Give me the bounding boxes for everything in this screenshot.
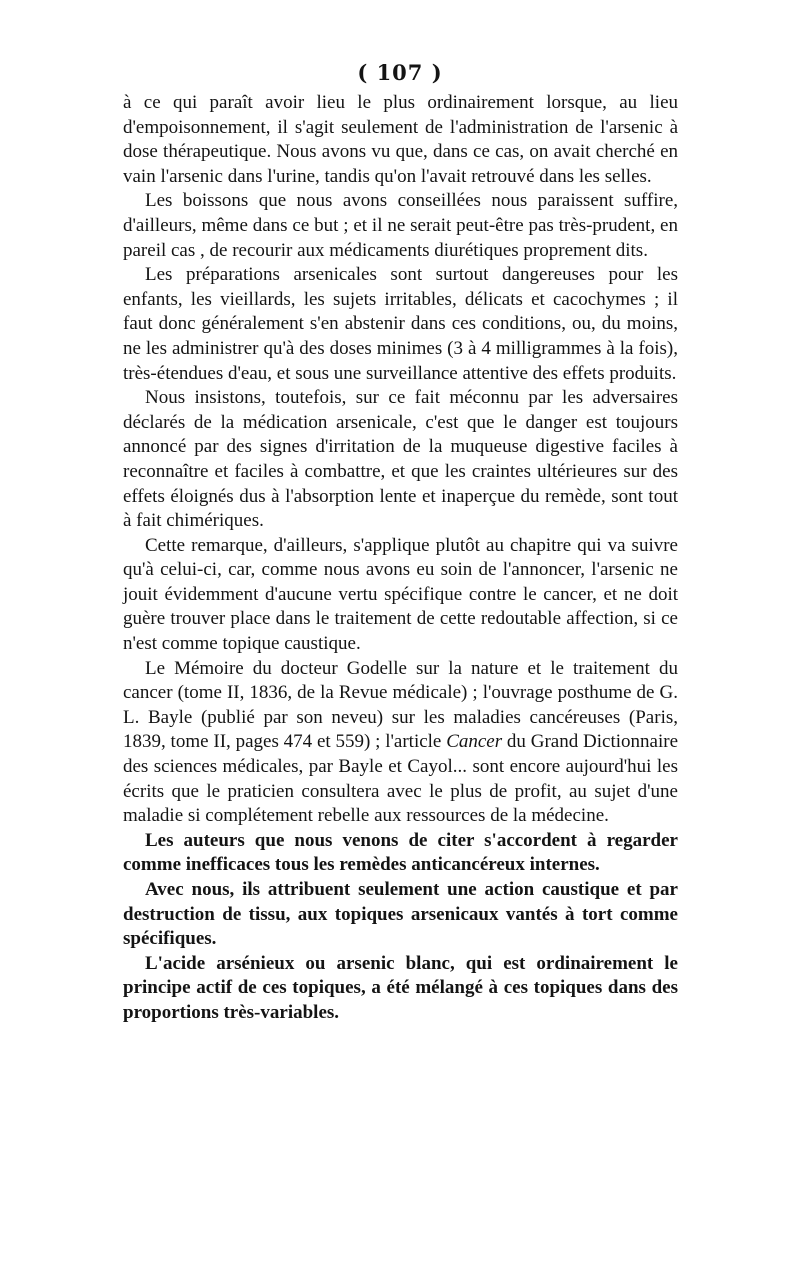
text-run: L'acide arsénieux ou arsenic blanc, qui est ordinairement le principe actif de ces topiques, a été mélangé à ces topiques dans des proportions très-variables. — [123, 952, 678, 1023]
italic-run: Cancer — [446, 731, 503, 753]
paragraph — [123, 189, 678, 263]
text-run: Le Mémoire du docteur Godelle sur la nature et le traitement du cancer (tome II, 1836, de la Revue médicale) ; l'ouvrage posthume de G. L. Bayle (publié par son neveu) sur les maladies cancéreuses (Paris, 1839, tome II, pages 474 et 559) ; l'article — [123, 657, 678, 753]
body-text — [123, 91, 678, 1026]
paragraph — [123, 534, 678, 657]
text-run: Les préparations arsenicales sont surtout dangereuses pour les enfants, les vieillards, les sujets irritables, délicats et cacochymes ; il faut donc généralement s'en abstenir dans ces conditions, ou, du moins, ne les administrer qu'à des doses minimes (3 à 4 milligrammes à la fois), très-étendues d'eau, et sous une surveillance attentive des effets produits. — [123, 264, 678, 384]
page-number: ( 107 ) — [357, 60, 443, 85]
paragraph — [123, 657, 678, 829]
text-run: Les auteurs que nous venons de citer s'accordent à regarder comme inefficaces tous les remèdes anticancéreux internes. — [123, 829, 678, 876]
text-run: Nous insistons, toutefois, sur ce fait méconnu par les adversaires déclarés de la médication arsenicale, c'est que le danger est toujours annoncé par des signes d'irritation de la muqueuse digestive faciles à reconnaître et faciles à combattre, et que les craintes ultérieures sur des effets éloignés dus à l'absorption lente et inaperçue du remède, sont tout à fait chimériques. — [123, 387, 678, 532]
paragraph — [123, 878, 678, 952]
text-run: Avec nous, ils attribuent seulement une action caustique et par destruction de tissu, aux topiques arsenicaux vantés à tort comme spécifiques. — [123, 879, 678, 950]
paragraph — [123, 263, 678, 386]
text-run: Cette remarque, d'ailleurs, s'applique plutôt au chapitre qui va suivre qu'à celui-ci, car, comme nous avons eu soin de l'annoncer, l'arsenic ne jouit évidemment d'aucune vertu spécifique contre le cancer, et ne doit guère trouver place dans le traitement de cette redoutable affection, si ce n'est comme topique caustique. — [123, 534, 678, 655]
paragraph — [123, 91, 678, 189]
paragraph — [123, 386, 678, 534]
text-run: à ce qui paraît avoir lieu le plus ordinairement lorsque, au lieu d'empoisonnement, il s'agit seulement de l'administration de l'arsenic à dose thérapeutique. Nous avons vu que, dans ce cas, on avait cherché en vain l'arsenic dans l'urine, tandis qu'on l'avait retrouvé dans les selles. — [123, 92, 678, 187]
text-run: Les boissons que nous avons conseillées nous paraissent suffire, d'ailleurs, même dans ce but ; et il ne serait peut-être pas très-prudent, en pareil cas , de recourir aux médicaments diurétiques proprement dits. — [123, 190, 678, 261]
paragraph — [123, 952, 678, 1026]
text-run: du Grand Dictionnaire des sciences médicales, par Bayle et Cayol... sont encore aujourd'hui les écrits que le praticien consultera avec le plus de profit, au sujet d'une maladie si complétement rebelle aux ressources de la médecine. — [123, 731, 678, 827]
paragraph — [123, 829, 678, 878]
